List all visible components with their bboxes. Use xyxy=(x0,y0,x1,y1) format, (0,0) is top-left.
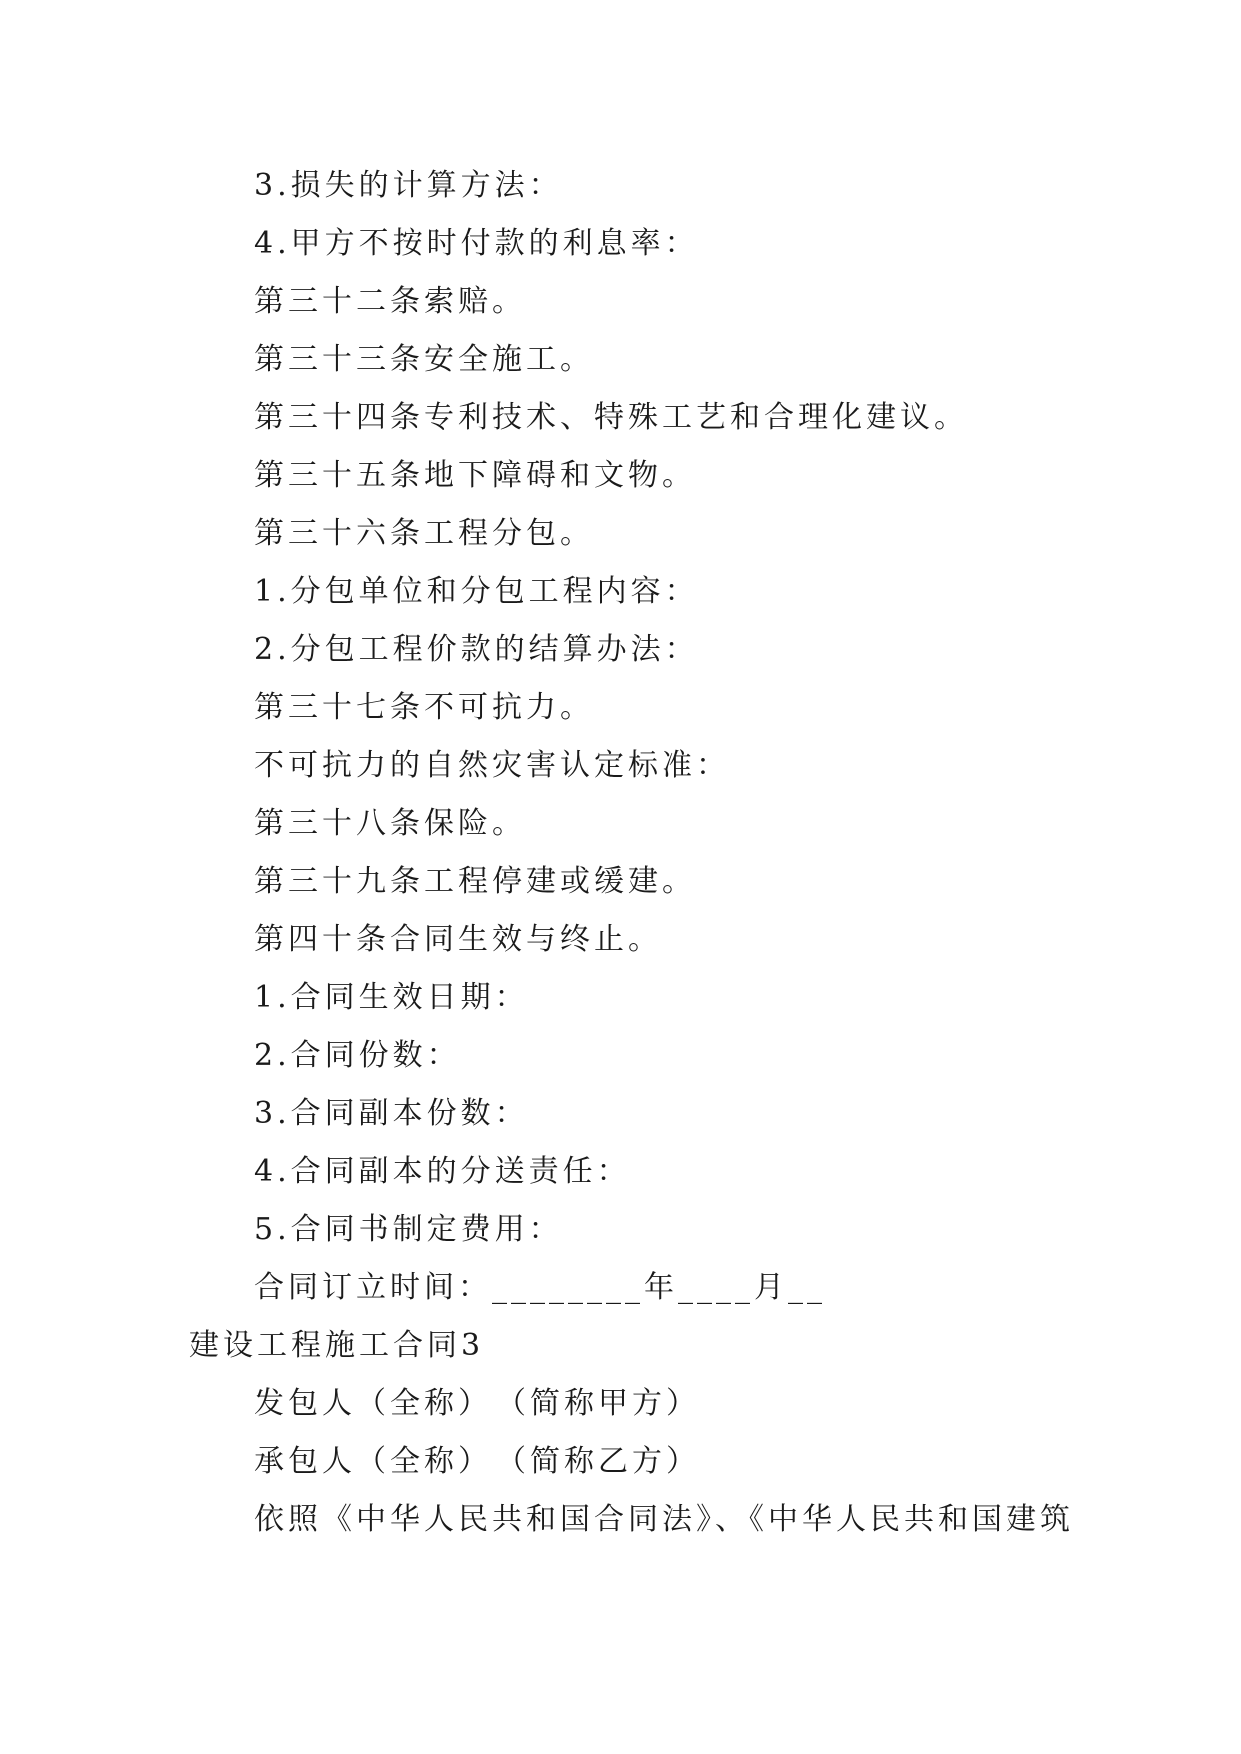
text-line: 3.损失的计算方法： xyxy=(254,168,563,203)
article-heading: 第三十六条工程分包。 xyxy=(254,516,594,551)
text-line: 1.合同生效日期： xyxy=(254,980,529,1015)
signing-date-line: 合同订立时间：________年____月__ xyxy=(254,1270,826,1305)
document-body xyxy=(0,157,1241,1549)
text-line: 4.合同副本的分送责任： xyxy=(254,1154,631,1189)
article-heading: 第三十五条地下障碍和文物。 xyxy=(254,458,696,493)
section-title: 建设工程施工合同3 xyxy=(189,1328,485,1363)
article-heading: 第三十八条保险。 xyxy=(254,806,526,841)
article-heading: 第三十三条安全施工。 xyxy=(254,342,594,377)
text-line: 3.合同副本份数： xyxy=(254,1096,529,1131)
text-line: 5.合同书制定费用： xyxy=(254,1212,563,1247)
text-line: 2.合同份数： xyxy=(254,1038,461,1073)
party-line: 承包人（全称） （简称乙方） xyxy=(254,1444,700,1479)
text-line: 2.分包工程价款的结算办法： xyxy=(254,632,699,667)
party-line: 发包人（全称） （简称甲方） xyxy=(254,1386,700,1421)
article-heading: 第三十四条专利技术、特殊工艺和合理化建议。 xyxy=(254,400,968,435)
text-line: 不可抗力的自然灾害认定标准： xyxy=(254,748,730,783)
text-line: 1.分包单位和分包工程内容： xyxy=(254,574,699,609)
text-line: 4.甲方不按时付款的利息率： xyxy=(254,226,699,261)
text-line: 依照《中华人民共和国合同法》、《中华人民共和国建筑 xyxy=(254,1502,1074,1537)
article-heading: 第三十九条工程停建或缓建。 xyxy=(254,864,696,899)
article-heading: 第三十七条不可抗力。 xyxy=(254,690,594,725)
article-heading: 第四十条合同生效与终止。 xyxy=(254,922,662,957)
article-heading: 第三十二条索赔。 xyxy=(254,284,526,319)
